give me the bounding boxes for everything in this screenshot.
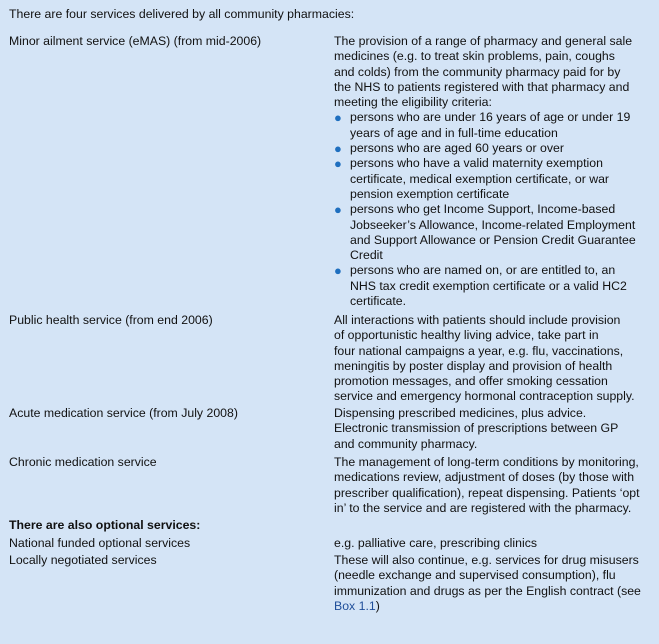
description-line: in’ to the service and are registered with the pharmacy. [334,500,632,515]
description-line: of opportunistic healthy living advice, take part in [334,328,599,343]
service-description [334,406,646,452]
description-line: The provision of a range of pharmacy and general sale [334,34,633,48]
service-name: National funded optional services [9,536,191,550]
description-line: meningitis by poster display and provision of health [334,358,613,373]
service-description [334,536,646,551]
intro-text: There are four services delivered by all community pharmacies: [9,7,355,21]
eligibility-list [334,110,646,309]
list-item-line: persons who get Income Support, Income-based [350,202,616,217]
bullet-icon: ● [334,110,342,126]
list-item [334,202,646,263]
description-line: the NHS to patients registered with that pharmacy and [334,79,630,94]
list-item [334,141,646,156]
service-description [334,313,646,405]
box-reference-link[interactable]: Box 1.1 [334,598,376,613]
bullet-icon: ● [334,202,342,218]
bullet-icon: ● [334,156,342,172]
list-item-line: certificate. [350,294,407,309]
description-line: immunization and drugs as per the English contract (see [334,583,641,598]
list-item-line: pension exemption certificate [350,186,510,201]
description-line: medicines (e.g. to treat skin problems, pain, coughs [334,49,615,64]
service-name: Acute medication service (from July 2008) [9,406,238,420]
description-line: These will also continue, e.g. services for drug misusers [334,553,639,567]
list-item [334,156,646,202]
list-item [334,110,646,141]
list-item-line: and Support Allowance or Pension Credit Guarantee [350,232,636,247]
optional-services-heading: There are also optional services: [9,518,201,532]
description-line: medications review, adjustment of doses (by those with [334,470,635,485]
description-line: e.g. palliative care, prescribing clinics [334,536,537,550]
description-line: promotion messages, and offer smoking cessation [334,374,608,389]
service-name: Public health service (from end 2006) [9,313,213,327]
service-description [334,455,646,516]
list-item-line: persons who have a valid maternity exemption [350,156,603,171]
description-line: meeting the eligibility criteria: [334,95,492,110]
description-line: The management of long-term conditions by monitoring, [334,455,639,469]
description-line: Electronic transmission of prescriptions between GP [334,421,619,436]
list-item-line: years of age and in full-time education [350,125,558,140]
description-line [334,599,646,614]
closing-paren: ) [375,598,380,613]
bullet-icon: ● [334,141,342,157]
description-line: four national campaigns a year, e.g. flu, vaccinations, [334,343,624,358]
description-line: service and emergency hormonal contraception supply. [334,389,635,404]
description-line: and colds) from the community pharmacy paid for by [334,64,621,79]
description-line: (needle exchange and supervised consumption), flu [334,568,616,583]
list-item-line: persons who are aged 60 years or over [350,141,564,156]
list-item-line: persons who are named on, or are entitled to, an [350,263,616,278]
service-name: Locally negotiated services [9,553,157,567]
service-description [334,553,646,614]
list-item-line: Jobseeker’s Allowance, Income-related Employment [350,217,636,232]
list-item [334,263,646,309]
service-name: Chronic medication service [9,455,157,469]
list-item-line: Credit [350,248,383,263]
service-description [334,34,646,309]
list-item-line: certificate, medical exemption certificate, or war [350,171,610,186]
description-line: Dispensing prescribed medicines, plus advice. [334,406,587,420]
list-item-line: persons who are under 16 years of age or under 19 [350,110,631,125]
service-name: Minor ailment service (eMAS) (from mid-2006) [9,34,262,48]
list-item-line: NHS tax credit exemption certificate or a valid HC2 [350,278,627,293]
bullet-icon: ● [334,263,342,279]
description-line: and community pharmacy. [334,436,478,451]
description-line: prescriber qualification), repeat dispensing. Patients ‘opt [334,485,640,500]
description-line: All interactions with patients should include provision [334,313,621,327]
